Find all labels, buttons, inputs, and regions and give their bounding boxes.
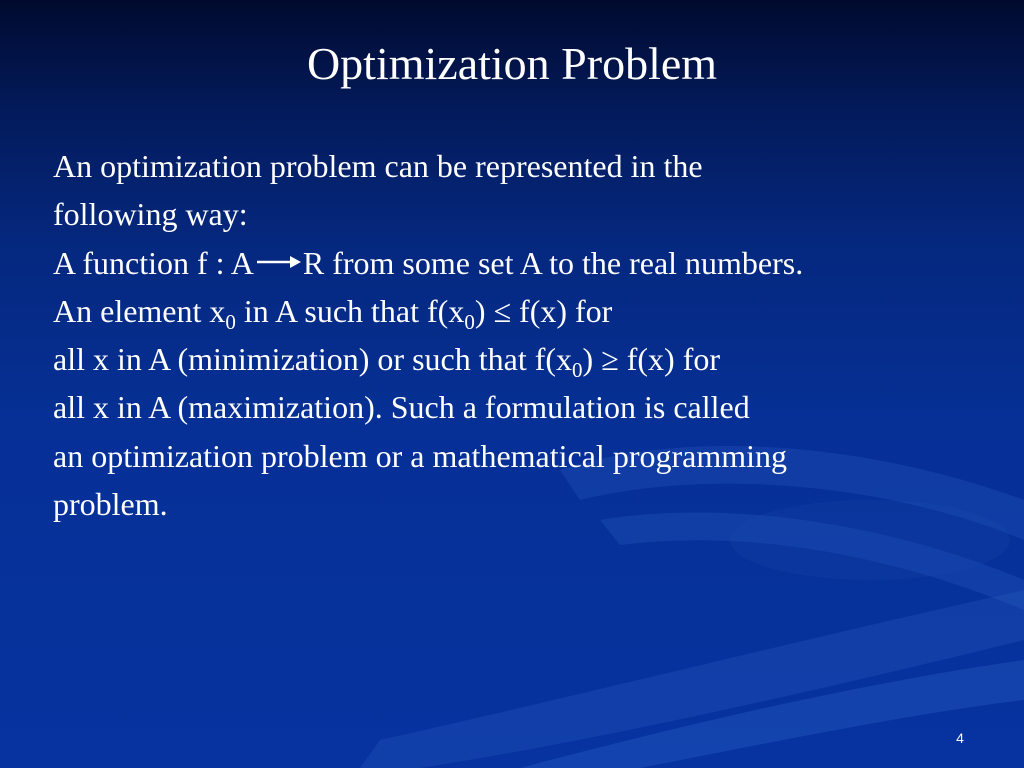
slide-body xyxy=(53,142,1003,528)
body-line: An optimization problem can be represented in the xyxy=(53,148,703,184)
body-line: all x in A (maximization). Such a formulation is called xyxy=(53,389,750,426)
body-text-segment: An element x xyxy=(53,292,226,329)
body-line: an optimization problem or a mathematical programming xyxy=(53,437,787,474)
body-text-segment: in A such that f(x xyxy=(235,292,465,329)
slide-title: Optimization Problem xyxy=(306,38,718,89)
subscript-zero: 0 xyxy=(225,309,236,334)
right-arrow-icon xyxy=(256,254,302,270)
subscript-zero: 0 xyxy=(464,309,475,334)
function-definition-text: A function f : A xyxy=(53,244,254,281)
function-codomain-text: R from some set A to the real numbers. xyxy=(302,244,804,281)
slide-page-number: 4 xyxy=(956,730,964,746)
subscript-zero: 0 xyxy=(572,358,583,383)
body-line: problem. xyxy=(53,486,168,523)
body-line xyxy=(53,287,1003,335)
body-text-segment: ) ≤ f(x) for xyxy=(474,292,613,329)
body-line xyxy=(53,335,1003,383)
body-text-segment: all x in A (minimization) or such that f(x xyxy=(53,341,573,378)
body-line xyxy=(53,239,1003,287)
body-line: following way: xyxy=(53,196,248,233)
body-text-segment: ) ≥ f(x) for xyxy=(582,341,721,378)
